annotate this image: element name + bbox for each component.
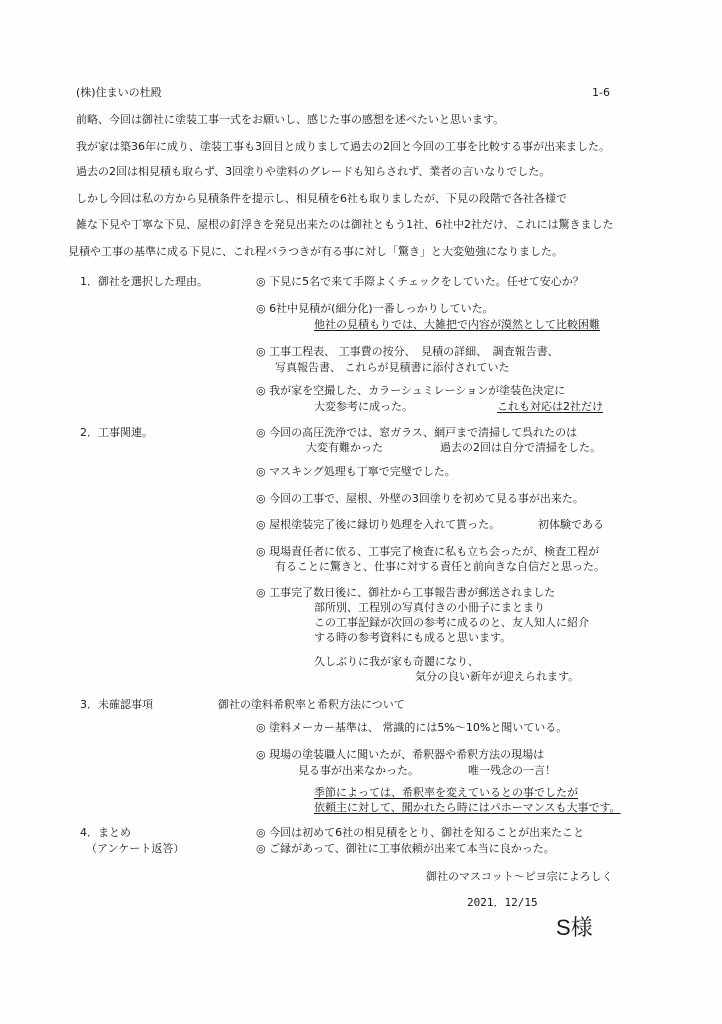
list-item: ◎ 我が家を空撮した、カラーシュミレーションが塗装色決定に [256, 384, 566, 397]
list-item-note: 気分の良い新年が迎えられます。 [415, 670, 580, 683]
list-item-note: 初体験である [538, 518, 604, 531]
section-1-heading: 1．御社を選択した理由。 [80, 275, 208, 288]
section-3-heading: 3．未確認事項 [80, 698, 153, 711]
list-item: ◎ マスキング処理も丁寧で完璧でした。 [256, 465, 456, 478]
list-item-note: 見る事が出来なかった。 [298, 764, 419, 777]
intro-line: 過去の2回は相見積も取らず、3回塗りや塗料のグレードも知らされず、業者の言いなりでした。 [76, 165, 551, 178]
list-item-note: 大変参考に成った。 [314, 400, 413, 413]
list-item: ◎ 今回の高圧洗浄では、窓ガラス、網戸まで清掃して呉れたのは [256, 426, 578, 439]
section-3-topic: 御社の塗料希釈率と希釈方法について [218, 698, 405, 711]
intro-line: 見積や工事の基準に成る下見に、これ程バラつきが有る事に対し「驚き」と大変勉強になりました。 [68, 245, 563, 258]
list-item-note: 大変有難かった [306, 441, 383, 454]
intro-line: しかし今回は私の方から見積条件を提示し、相見積を6社も取りましたが、下見の段階で各社各様で [76, 192, 567, 205]
list-item: ◎ 塗料メーカー基準は、 常識的には5%～10%と聞いている。 [256, 721, 568, 734]
intro-line: 前略、今回は御社に塗装工事一式をお願いし、感じた事の感想を述べたいと思います。 [76, 113, 505, 126]
section-4-subheading: （アンケート返答） [86, 842, 185, 855]
list-item: ◎ 現場の塗装職人に聞いたが、希釈器や希釈方法の現場は [256, 748, 545, 761]
list-item-note: この工事記録が次回の参考に成るのと、友人知人に紹介 [314, 616, 589, 629]
letter-date: 2021．12/15 [467, 896, 538, 909]
list-item: ◎ 屋根塗装完了後に縁切り処理を入れて貰った。 [256, 518, 501, 531]
list-item: ◎ 今回の工事で、屋根、外壁の3回塗りを初めて見る事が出来た。 [256, 492, 584, 505]
signature: S様 [556, 915, 593, 940]
section-4-heading: 4．まとめ [80, 826, 131, 839]
intro-line: 雑な下見や丁寧な下見、屋根の釘浮きを発見出来たのは御社ともう1社、6社中2社だけ、これには驚きました [76, 218, 614, 231]
list-item-note: する時の参考資料にも成ると思います。 [314, 631, 512, 644]
list-item-note: 唯一残念の一言！ [468, 764, 556, 777]
list-item: ◎ 工事完了数日後に、御社から工事報告書が郵送されました [256, 586, 556, 599]
list-item: ◎ 今回は初めて6社の相見積をとり、御社を知ることが出来たこと [256, 826, 585, 839]
list-item-note: 過去の2回は自分で清掃をした。 [440, 441, 601, 454]
list-item-note: 写真報告書、 これらが見積書に添付されていた [275, 361, 510, 374]
list-item: ◎ 下見に5名で来て手際よくチェックをしていた。任せて安心か？ [256, 275, 584, 288]
list-item: ◎ ご縁があって、御社に工事依頼が出来て本当に良かった。 [256, 842, 555, 855]
list-item-note: 久しぶりに我が家も奇麗になり、 [314, 655, 479, 668]
list-item-note: 他社の見積もりでは、大雑把で内容が漠然として比較困難 [314, 318, 600, 331]
list-item: ◎ 工事工程表、 工事費の按分、 見積の詳細、 調査報告書、 [256, 345, 559, 358]
intro-line: 我が家は築36年に成り、塗装工事も3回目と成りまして過去の2回と今回の工事を比較する事が出来ました。 [76, 140, 610, 153]
list-item-note: 部所別、工程別の写真付きの小冊子にまとまり [314, 601, 545, 614]
mascot-note: 御社のマスコット～ピヨ宗によろしく [426, 870, 613, 883]
list-item-note: 依頼主に対して、聞かれたら時にはパホーマンスも大事です。 [314, 801, 621, 814]
list-item: ◎ 6社中見積が(細分化)一番しっかりしていた。 [256, 302, 494, 315]
list-item-note: 有ることに驚きと、仕事に対する責任と前向きな自信だと思った。 [275, 560, 605, 573]
addressee: (株)住まいの杜殿 [76, 86, 162, 99]
section-2-heading: 2．工事関連。 [80, 426, 153, 439]
page-number: 1-6 [592, 86, 610, 99]
list-item-note: これも対応は2社だけ [497, 400, 603, 413]
list-item: ◎ 現場責任者に依る、工事完了検査に私も立ち会ったが、検査工程が [256, 545, 600, 558]
list-item-note: 季節によっては、希釈率を変えているとの事でしたが [314, 786, 578, 799]
